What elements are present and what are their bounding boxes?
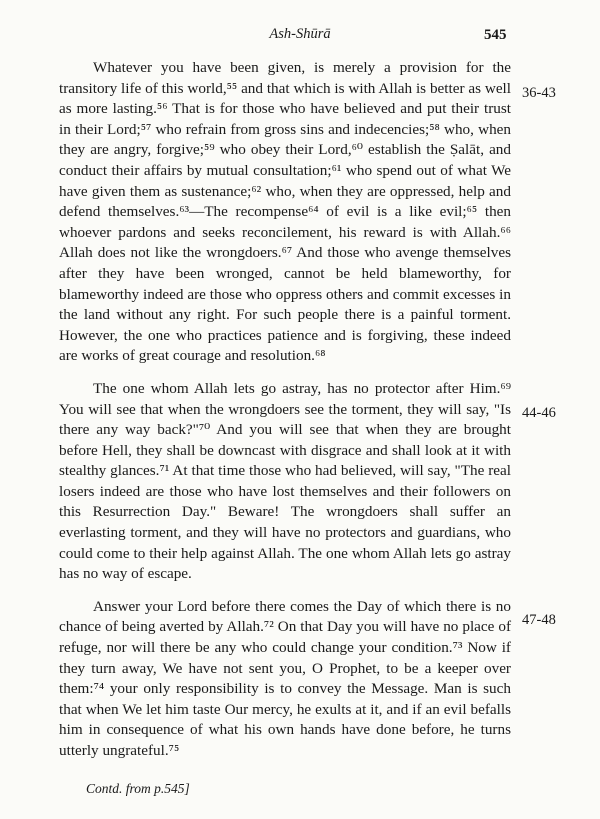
verse-ref-44-46: 44-46 — [522, 405, 556, 421]
paragraph-verses-47-48: Answer your Lord before there comes the Day of which there is no chance of being averted by Allah.⁷² On that Day you will have no place of refuge, nor will there be any who could change your condition.⁷³ Now if they turn away, We have not sent you, O Prophet, to be a keeper over them:⁷⁴ your only responsibility is to convey the Message. Man is such that when We let him taste Our mercy, he exults at it, and if an evil befalls him in consequence of what his own hands have done before, he turns utterly ungrateful.⁷⁵ — [59, 597, 511, 759]
running-header-title: Ash-Shūrā — [269, 26, 331, 42]
paragraph-verses-36-43: Whatever you have been given, is merely a provision for the transitory life of this world,⁵⁵ and that which is with Allah is better as well as more lasting.⁵⁶ That is for those who have believed and put their trust in their Lord;⁵⁷ who refrain from gross sins and indecencies;⁵⁸ who, when they are angry, forgive;⁵⁹ who obey their Lord,⁶⁰ establish the Ṣalāt, and conduct their affairs by mutual consultation;⁶¹ who spend out of what We have given them as sustenance;⁶² who, when they are oppressed, help and defend themselves.⁶³—The recompense⁶⁴ of evil is a like evil;⁶⁵ then whoever pardons and seeks reconcilement, his reward is with Allah.⁶⁶ Allah does not like the wrongdoers.⁶⁷ And those who avenge themselves after they have been wronged, cannot be held blameworthy, for blameworthy indeed are those who oppress others and commit excesses in the land without any right. For such people there is a painful torment. However, the one who practices patience and is forgiving, these indeed are works of great courage and resolution.⁶⁸ — [59, 59, 511, 365]
continued-note: Contd. from p.545] — [86, 781, 190, 796]
verse-ref-47-48: 47-48 — [522, 612, 556, 628]
page-number: 545 — [484, 27, 507, 43]
verse-ref-36-43: 36-43 — [522, 85, 556, 101]
translation-body — [59, 58, 511, 762]
paragraph-verses-44-46: The one whom Allah lets go astray, has no protector after Him.⁶⁹ You will see that when the wrongdoers see the torment, they will say, "Is there any way back?"⁷⁰ And you will see that when they are brought before Hell, they shall be downcast with disgrace and shall look at it with stealthy glances.⁷¹ At that time those who had believed, will say, "The real losers indeed are those who have lost themselves and their followers on this Resurrection Day." Beware! The wrongdoers shall suffer an everlasting torment, and they will have no protectors and guardians, who could come to their help against Allah. The one whom Allah lets go astray has no way of escape. — [59, 379, 511, 583]
